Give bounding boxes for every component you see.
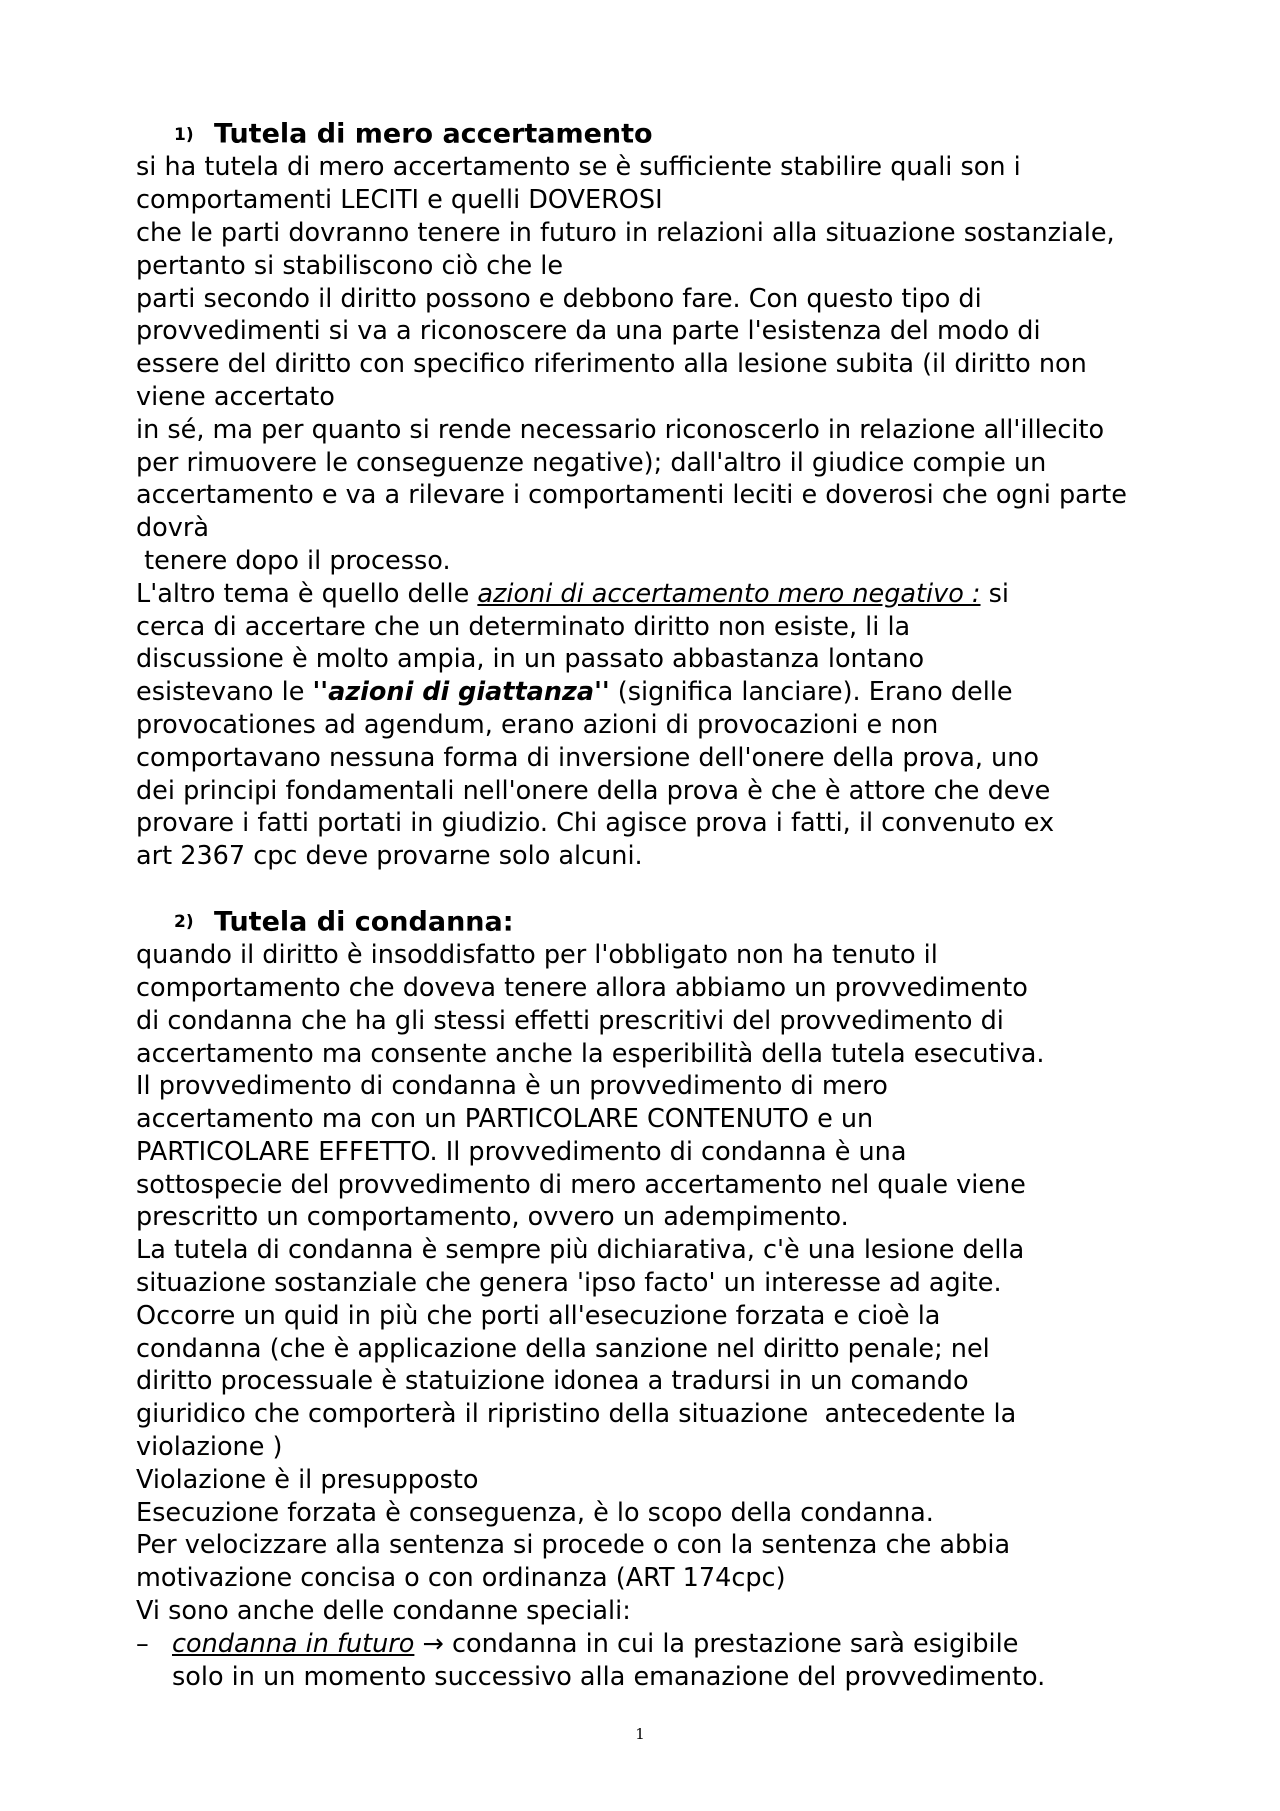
text-line: parti secondo il diritto possono e debbono fare. Con questo tipo di bbox=[136, 283, 982, 314]
text-line: provocationes ad agendum, erano azioni di provocazioni e non bbox=[136, 709, 939, 740]
text-line: tenere dopo il processo. bbox=[136, 545, 451, 576]
bullet-dash: – bbox=[136, 1628, 149, 1659]
text-line: comportamento che doveva tenere allora abbiamo un provvedimento bbox=[136, 972, 1028, 1003]
text-line bbox=[136, 676, 1236, 709]
text-line: Per velocizzare alla sentenza si procede o con la sentenza che abbia bbox=[136, 1530, 1011, 1561]
document-body bbox=[136, 118, 1236, 1693]
text-line: La tutela di condanna è sempre più dichiarativa, c'è una lesione della bbox=[136, 1235, 1025, 1266]
text-line: dovrà bbox=[136, 513, 209, 544]
section-title: Tutela di condanna: bbox=[214, 906, 514, 938]
text-line: art 2367 cpc deve provarne solo alcuni. bbox=[136, 841, 643, 872]
section-number: 2) bbox=[174, 912, 194, 933]
quote-mark: '' bbox=[312, 677, 329, 708]
text-line: discussione è molto ampia, in un passato abbastanza lontano bbox=[136, 644, 925, 675]
text-line: quando il diritto è insoddisfatto per l'obbligato non ha tenuto il bbox=[136, 940, 938, 971]
section-1-paragraph-2 bbox=[136, 578, 1236, 873]
text-line: accertamento ma con un PARTICOLARE CONTENUTO e un bbox=[136, 1104, 874, 1135]
text-line: Occorre un quid in più che porti all'esecuzione forzata e cioè la bbox=[136, 1300, 941, 1331]
blank-line bbox=[136, 873, 1236, 906]
text-line: che le parti dovranno tenere in futuro in relazioni alla situazione sostanziale, bbox=[136, 217, 1115, 248]
text-line: dei principi fondamentali nell'onere della prova è che è attore che deve bbox=[136, 775, 1051, 806]
emphasized-term: azioni di accertamento mero negativo : bbox=[477, 578, 981, 609]
text-line: condanna (che è applicazione della sanzione nel diritto penale; nel bbox=[136, 1333, 990, 1364]
bold-italic-term: azioni di giattanza bbox=[328, 677, 595, 708]
section-heading-1 bbox=[136, 118, 1236, 151]
text-run: L'altro tema è quello delle bbox=[136, 578, 478, 609]
section-heading-2 bbox=[136, 906, 1236, 939]
section-number: 1) bbox=[174, 124, 194, 145]
text-line: viene accertato bbox=[136, 381, 335, 412]
bullet-item bbox=[136, 1628, 1236, 1694]
text-line: essere del diritto con specifico riferimento alla lesione subita (il diritto non bbox=[136, 349, 1087, 380]
text-line: pertanto si stabiliscono ciò che le bbox=[136, 250, 564, 281]
text-run: (significa lanciare). Erano delle bbox=[609, 677, 1013, 708]
text-line: provare i fatti portati in giudizio. Chi agisce prova i fatti, il convenuto ex bbox=[136, 808, 1055, 839]
text-line: accertamento e va a rilevare i comportamenti leciti e doverosi che ogni parte bbox=[136, 480, 1127, 511]
text-line: accertamento ma consente anche la esperibilità della tutela esecutiva. bbox=[136, 1038, 1045, 1069]
text-line: Il provvedimento di condanna è un provvedimento di mero bbox=[136, 1071, 888, 1102]
text-line: PARTICOLARE EFFETTO. Il provvedimento di condanna è una bbox=[136, 1136, 907, 1167]
text-line: comportamenti LECITI e quelli DOVEROSI bbox=[136, 185, 663, 216]
text-line: violazione ) bbox=[136, 1432, 283, 1463]
bullet-continuation: solo in un momento successivo alla emanazione del provvedimento. bbox=[172, 1661, 1046, 1692]
text-line: prescritto un comportamento, ovvero un adempimento. bbox=[136, 1202, 849, 1233]
text-line: Vi sono anche delle condanne speciali: bbox=[136, 1596, 631, 1627]
text-line: motivazione concisa o con ordinanza (ART 174cpc) bbox=[136, 1563, 786, 1594]
text-run: → condanna in cui la prestazione sarà esigibile bbox=[414, 1628, 1019, 1659]
quote-mark: '' bbox=[594, 677, 610, 708]
page-number: 1 bbox=[635, 1725, 645, 1743]
text-line: diritto processuale è statuizione idonea a tradursi in un comando bbox=[136, 1366, 969, 1397]
text-line: si ha tutela di mero accertamento se è sufficiente stabilire quali son i bbox=[136, 152, 1021, 183]
text-line: in sé, ma per quanto si rende necessario riconoscerlo in relazione all'illecito bbox=[136, 414, 1105, 445]
section-2-body bbox=[136, 939, 1236, 1628]
text-line bbox=[136, 578, 1236, 611]
bullet-line bbox=[136, 1628, 1236, 1661]
text-run: si bbox=[980, 578, 1009, 609]
emphasized-term: condanna in futuro bbox=[172, 1628, 415, 1659]
text-line: sottospecie del provvedimento di mero accertamento nel quale viene bbox=[136, 1169, 1026, 1200]
text-line: giuridico che comporterà il ripristino della situazione antecedente la bbox=[136, 1399, 1017, 1430]
text-line: Esecuzione forzata è conseguenza, è lo scopo della condanna. bbox=[136, 1497, 934, 1528]
section-title: Tutela di mero accertamento bbox=[214, 118, 653, 150]
text-line: per rimuovere le conseguenze negative); dall'altro il giudice compie un bbox=[136, 447, 1047, 478]
section-1-paragraph-1 bbox=[136, 151, 1236, 577]
text-run: esistevano le bbox=[136, 677, 313, 708]
text-line: provvedimenti si va a riconoscere da una parte l'esistenza del modo di bbox=[136, 316, 1041, 347]
text-line: situazione sostanziale che genera 'ipso facto' un interesse ad agite. bbox=[136, 1268, 1002, 1299]
text-line: di condanna che ha gli stessi effetti prescritivi del provvedimento di bbox=[136, 1005, 1004, 1036]
text-line: Violazione è il presupposto bbox=[136, 1464, 479, 1495]
text-line: comportavano nessuna forma di inversione dell'onere della prova, uno bbox=[136, 742, 1039, 773]
text-line: cerca di accertare che un determinato diritto non esiste, li la bbox=[136, 611, 911, 642]
